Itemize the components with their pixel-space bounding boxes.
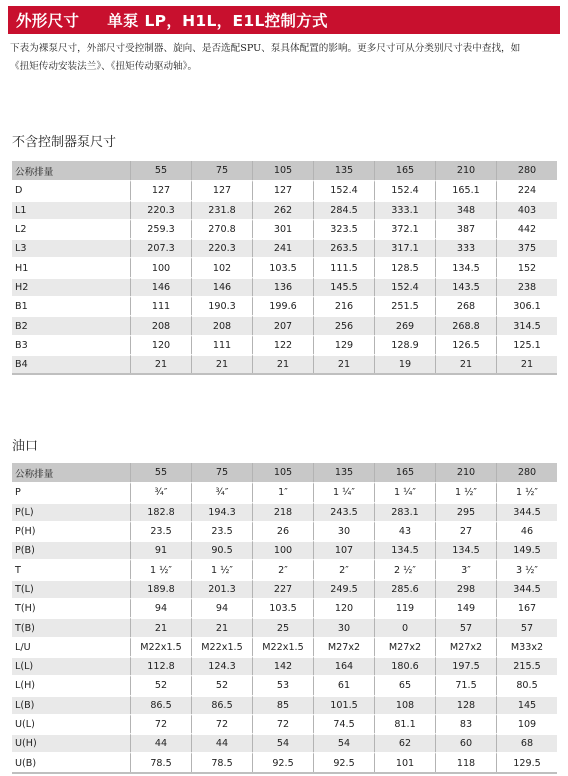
table-cell: 167 xyxy=(497,598,557,617)
table-row xyxy=(12,219,557,238)
table-cell: 348 xyxy=(436,200,497,219)
table-cell: 182.8 xyxy=(131,502,192,521)
table-cell: 43 xyxy=(375,521,436,540)
table-cell: 1 ¼″ xyxy=(375,482,436,501)
table-header-cell: 135 xyxy=(314,463,375,482)
row-label-cell: L(H) xyxy=(12,675,131,694)
row-label-cell: H2 xyxy=(12,277,131,296)
page-title-bar xyxy=(8,6,560,34)
table-row xyxy=(12,656,557,675)
table-cell: 124.3 xyxy=(192,656,253,675)
table-cell: 21 xyxy=(192,354,253,373)
table-cell: 1 ½″ xyxy=(436,482,497,501)
port-dimension-table xyxy=(12,463,557,774)
table-cell: 129.5 xyxy=(497,752,557,771)
table-cell: 1 ¼″ xyxy=(314,482,375,501)
table-header-cell: 135 xyxy=(314,161,375,180)
row-label-cell: L3 xyxy=(12,238,131,257)
table-cell: 201.3 xyxy=(192,579,253,598)
table-cell: 92.5 xyxy=(314,752,375,771)
row-label-cell: L/U xyxy=(12,637,131,656)
table-cell: 215.5 xyxy=(497,656,557,675)
table-cell: 129 xyxy=(314,335,375,354)
row-label-cell: B4 xyxy=(12,354,131,373)
table-cell: 126.5 xyxy=(436,335,497,354)
table-row xyxy=(12,180,557,199)
table-cell: 111 xyxy=(131,296,192,315)
table-cell: 259.3 xyxy=(131,219,192,238)
table-cell: 208 xyxy=(192,315,253,334)
table-cell: 1 ½″ xyxy=(497,482,557,501)
page-subtitle: 单泵 LP，H1L，E1L控制方式 xyxy=(107,12,328,30)
table-row xyxy=(12,482,557,501)
table-cell: 3″ xyxy=(436,559,497,578)
table-cell: 128.5 xyxy=(375,257,436,276)
table-header-row xyxy=(12,463,557,482)
table-cell: 81.1 xyxy=(375,714,436,733)
table-cell: 207 xyxy=(253,315,314,334)
table-cell: 372.1 xyxy=(375,219,436,238)
table-cell: 197.5 xyxy=(436,656,497,675)
table-cell: 101 xyxy=(375,752,436,771)
table-cell: 125.1 xyxy=(497,335,557,354)
table-cell: 109 xyxy=(497,714,557,733)
table-cell: 1 ½″ xyxy=(192,559,253,578)
table-header-cell: 210 xyxy=(436,463,497,482)
table-cell: 120 xyxy=(314,598,375,617)
table-cell: 120 xyxy=(131,335,192,354)
table-cell: 149.5 xyxy=(497,540,557,559)
table-header-cell: 280 xyxy=(497,463,557,482)
table-cell: 295 xyxy=(436,502,497,521)
table-header-cell: 55 xyxy=(131,161,192,180)
table-cell: 238 xyxy=(497,277,557,296)
table-cell: 122 xyxy=(253,335,314,354)
table-cell: 46 xyxy=(497,521,557,540)
table-cell: 344.5 xyxy=(497,579,557,598)
row-label-cell: B2 xyxy=(12,315,131,334)
table-cell: 190.3 xyxy=(192,296,253,315)
table-cell: 102 xyxy=(192,257,253,276)
table-cell: 21 xyxy=(192,617,253,636)
table-cell: 269 xyxy=(375,315,436,334)
table-cell: 57 xyxy=(497,617,557,636)
table-cell: M22x1.5 xyxy=(192,637,253,656)
table-cell: 220.3 xyxy=(192,238,253,257)
table-header-cell: 公称排量 xyxy=(12,463,131,482)
table-cell: 403 xyxy=(497,200,557,219)
table-cell: 220.3 xyxy=(131,200,192,219)
page-title: 外形尺寸 xyxy=(16,12,80,30)
table-cell: 298 xyxy=(436,579,497,598)
table-cell: 145.5 xyxy=(314,277,375,296)
table-row xyxy=(12,733,557,752)
table-cell: 30 xyxy=(314,617,375,636)
row-label-cell: P(H) xyxy=(12,521,131,540)
table-cell: 86.5 xyxy=(131,695,192,714)
table-header-cell: 210 xyxy=(436,161,497,180)
row-label-cell: P(L) xyxy=(12,502,131,521)
table-header-cell: 165 xyxy=(375,463,436,482)
table-cell: 283.1 xyxy=(375,502,436,521)
table-cell: 53 xyxy=(253,675,314,694)
row-label-cell: T(B) xyxy=(12,617,131,636)
intro-line-2: 《扭矩传动安装法兰》、《扭矩传动驱动轴》。 xyxy=(10,61,198,72)
intro-line-1: 下表为裸泵尺寸，外部尺寸受控制器、旋向、是否选配SPU、泵具体配置的影响。更多尺寸可从分类别尺寸表中查找，如 xyxy=(10,43,521,54)
table-cell: 118 xyxy=(436,752,497,771)
table-cell: 134.5 xyxy=(375,540,436,559)
table-cell: 86.5 xyxy=(192,695,253,714)
table-cell: M22x1.5 xyxy=(131,637,192,656)
table-row xyxy=(12,296,557,315)
table-row xyxy=(12,502,557,521)
table-row xyxy=(12,354,557,373)
table-cell: 2″ xyxy=(253,559,314,578)
table-cell: 442 xyxy=(497,219,557,238)
table-cell: 94 xyxy=(192,598,253,617)
table-cell: 54 xyxy=(314,733,375,752)
table-cell: 128 xyxy=(436,695,497,714)
table-cell: 21 xyxy=(131,354,192,373)
table-cell: 216 xyxy=(314,296,375,315)
table-row xyxy=(12,752,557,771)
table-cell: 100 xyxy=(253,540,314,559)
table-cell: 231.8 xyxy=(192,200,253,219)
table-cell: M33x2 xyxy=(497,637,557,656)
table-cell: 85 xyxy=(253,695,314,714)
table-cell: M22x1.5 xyxy=(253,637,314,656)
table-cell: 25 xyxy=(253,617,314,636)
table-cell: 71.5 xyxy=(436,675,497,694)
table-cell: 333 xyxy=(436,238,497,257)
table-cell: 119 xyxy=(375,598,436,617)
table-cell: 100 xyxy=(131,257,192,276)
table-header-cell: 165 xyxy=(375,161,436,180)
table-cell: 91 xyxy=(131,540,192,559)
table-header-cell: 公称排量 xyxy=(12,161,131,180)
row-label-cell: D xyxy=(12,180,131,199)
table-cell: 52 xyxy=(192,675,253,694)
table-cell: 145 xyxy=(497,695,557,714)
row-label-cell: L(B) xyxy=(12,695,131,714)
table-cell: 333.1 xyxy=(375,200,436,219)
table-cell: 152.4 xyxy=(314,180,375,199)
table-cell: ¾″ xyxy=(131,482,192,501)
table-cell: 3 ½″ xyxy=(497,559,557,578)
table-cell: 136 xyxy=(253,277,314,296)
table-cell: 108 xyxy=(375,695,436,714)
table-cell: 65 xyxy=(375,675,436,694)
table-cell: M27x2 xyxy=(314,637,375,656)
table-cell: 54 xyxy=(253,733,314,752)
row-label-cell: P xyxy=(12,482,131,501)
table-row xyxy=(12,257,557,276)
table-header-cell: 105 xyxy=(253,463,314,482)
table-cell: 268.8 xyxy=(436,315,497,334)
table-cell: 149 xyxy=(436,598,497,617)
table-cell: 52 xyxy=(131,675,192,694)
table-cell: 142 xyxy=(253,656,314,675)
table-row xyxy=(12,579,557,598)
row-label-cell: B1 xyxy=(12,296,131,315)
table-row xyxy=(12,238,557,257)
table-header-cell: 280 xyxy=(497,161,557,180)
table-cell: 21 xyxy=(436,354,497,373)
table-row xyxy=(12,200,557,219)
pump-dimension-table xyxy=(12,161,557,375)
table-cell: 143.5 xyxy=(436,277,497,296)
table-cell: 78.5 xyxy=(192,752,253,771)
table-cell: 241 xyxy=(253,238,314,257)
table-cell: 0 xyxy=(375,617,436,636)
table-cell: 21 xyxy=(253,354,314,373)
table-cell: 72 xyxy=(131,714,192,733)
row-label-cell: T xyxy=(12,559,131,578)
table-cell: 61 xyxy=(314,675,375,694)
table-row xyxy=(12,335,557,354)
table-cell: 317.1 xyxy=(375,238,436,257)
table-cell: 344.5 xyxy=(497,502,557,521)
table-cell: 227 xyxy=(253,579,314,598)
table-row xyxy=(12,277,557,296)
intro-paragraph xyxy=(10,40,562,76)
table-cell: 134.5 xyxy=(436,540,497,559)
table-row xyxy=(12,598,557,617)
table-cell: 194.3 xyxy=(192,502,253,521)
row-label-cell: T(H) xyxy=(12,598,131,617)
table-cell: 21 xyxy=(314,354,375,373)
table1-heading: 不含控制器泵尺寸 xyxy=(12,135,117,150)
table-header-cell: 55 xyxy=(131,463,192,482)
row-label-cell: P(B) xyxy=(12,540,131,559)
table-cell: 21 xyxy=(497,354,557,373)
table-cell: 128.9 xyxy=(375,335,436,354)
table-cell: 314.5 xyxy=(497,315,557,334)
table-cell: 78.5 xyxy=(131,752,192,771)
table-cell: 23.5 xyxy=(192,521,253,540)
table-cell: 152 xyxy=(497,257,557,276)
table-cell: 23.5 xyxy=(131,521,192,540)
table-cell: 323.5 xyxy=(314,219,375,238)
table-cell: 164 xyxy=(314,656,375,675)
table-cell: 243.5 xyxy=(314,502,375,521)
table-row xyxy=(12,540,557,559)
row-label-cell: L(L) xyxy=(12,656,131,675)
table-header-cell: 75 xyxy=(192,463,253,482)
table-cell: 134.5 xyxy=(436,257,497,276)
table-cell: 127 xyxy=(253,180,314,199)
table-row xyxy=(12,617,557,636)
table-cell: 111 xyxy=(192,335,253,354)
table-cell: 208 xyxy=(131,315,192,334)
table-cell: 62 xyxy=(375,733,436,752)
row-label-cell: U(L) xyxy=(12,714,131,733)
table-cell: 103.5 xyxy=(253,257,314,276)
table-cell: 103.5 xyxy=(253,598,314,617)
table-cell: 270.8 xyxy=(192,219,253,238)
table-row xyxy=(12,559,557,578)
table-cell: 199.6 xyxy=(253,296,314,315)
table-row xyxy=(12,675,557,694)
table-cell: 2″ xyxy=(314,559,375,578)
table2-heading: 油口 xyxy=(12,439,39,454)
table-header-row xyxy=(12,161,557,180)
table-cell: M27x2 xyxy=(436,637,497,656)
table-header-cell: 105 xyxy=(253,161,314,180)
table-cell: 44 xyxy=(192,733,253,752)
table-cell: 94 xyxy=(131,598,192,617)
table-cell: 306.1 xyxy=(497,296,557,315)
table-cell: 68 xyxy=(497,733,557,752)
table-cell: 112.8 xyxy=(131,656,192,675)
table-cell: 111.5 xyxy=(314,257,375,276)
table-cell: 72 xyxy=(253,714,314,733)
table-cell: 21 xyxy=(131,617,192,636)
table-cell: 74.5 xyxy=(314,714,375,733)
table-row xyxy=(12,315,557,334)
table-cell: 19 xyxy=(375,354,436,373)
table-cell: 251.5 xyxy=(375,296,436,315)
table-cell: 207.3 xyxy=(131,238,192,257)
table-cell: 127 xyxy=(131,180,192,199)
row-label-cell: T(L) xyxy=(12,579,131,598)
table-cell: 189.8 xyxy=(131,579,192,598)
table-cell: 152.4 xyxy=(375,277,436,296)
row-label-cell: B3 xyxy=(12,335,131,354)
row-label-cell: H1 xyxy=(12,257,131,276)
table-cell: 263.5 xyxy=(314,238,375,257)
row-label-cell: U(B) xyxy=(12,752,131,771)
table-row xyxy=(12,695,557,714)
table-cell: 146 xyxy=(131,277,192,296)
table-cell: 44 xyxy=(131,733,192,752)
table-row xyxy=(12,521,557,540)
table-cell: 57 xyxy=(436,617,497,636)
row-label-cell: L1 xyxy=(12,200,131,219)
table-cell: ¾″ xyxy=(192,482,253,501)
table-cell: 218 xyxy=(253,502,314,521)
table-cell: 2 ½″ xyxy=(375,559,436,578)
table-cell: 83 xyxy=(436,714,497,733)
table-cell: 127 xyxy=(192,180,253,199)
table-cell: 90.5 xyxy=(192,540,253,559)
table-cell: 72 xyxy=(192,714,253,733)
table-cell: 256 xyxy=(314,315,375,334)
table-cell: 249.5 xyxy=(314,579,375,598)
table-cell: 60 xyxy=(436,733,497,752)
table-cell: 80.5 xyxy=(497,675,557,694)
table-cell: 107 xyxy=(314,540,375,559)
table-cell: 26 xyxy=(253,521,314,540)
table-cell: 146 xyxy=(192,277,253,296)
table-cell: 262 xyxy=(253,200,314,219)
row-label-cell: U(H) xyxy=(12,733,131,752)
table-cell: 375 xyxy=(497,238,557,257)
table-cell: 152.4 xyxy=(375,180,436,199)
table-cell: 101.5 xyxy=(314,695,375,714)
table-row xyxy=(12,637,557,656)
table-cell: 284.5 xyxy=(314,200,375,219)
table-cell: 285.6 xyxy=(375,579,436,598)
table-cell: M27x2 xyxy=(375,637,436,656)
table-cell: 165.1 xyxy=(436,180,497,199)
table-cell: 180.6 xyxy=(375,656,436,675)
table-cell: 268 xyxy=(436,296,497,315)
table-cell: 301 xyxy=(253,219,314,238)
row-label-cell: L2 xyxy=(12,219,131,238)
table-cell: 27 xyxy=(436,521,497,540)
table-cell: 224 xyxy=(497,180,557,199)
table-header-cell: 75 xyxy=(192,161,253,180)
table-cell: 92.5 xyxy=(253,752,314,771)
table-cell: 30 xyxy=(314,521,375,540)
table-row xyxy=(12,714,557,733)
table-cell: 387 xyxy=(436,219,497,238)
table-cell: 1″ xyxy=(253,482,314,501)
table-cell: 1 ½″ xyxy=(131,559,192,578)
